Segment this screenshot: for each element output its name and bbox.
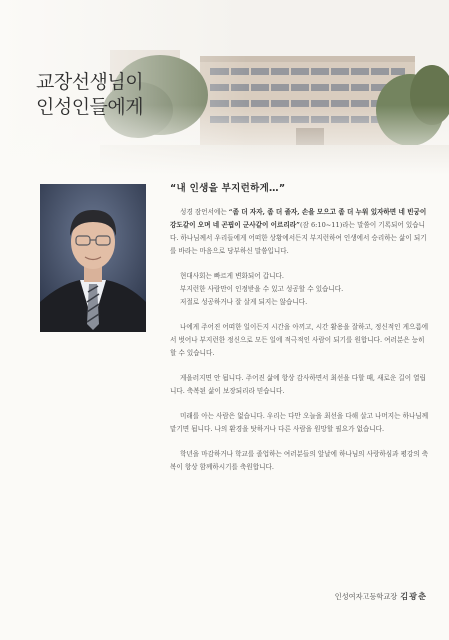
letter-paragraph-6: 학년을 마감하거나 학교를 졸업하는 여러분들의 앞날에 하나님의 사랑하심과 평강의 축복이 항상 함께하시기를 축원합니다. [170,450,429,471]
letter-paragraph-2-line-2: 부지런한 사람만이 인정받을 수 있고 성공할 수 있습니다. [180,285,344,293]
page-title-line-1: 교장선생님이 [36,71,144,93]
letter-paragraph-2-line-3: 저절로 성공하거나 잘 살게 되지는 않습니다. [180,298,308,306]
letter-paragraph-2-line-1: 현대사회는 빠르게 변화되어 갑니다. [180,272,284,280]
signature [335,591,427,602]
letter-headline: “내 인생을 부지런하게…” [170,183,286,194]
page-title-line-2: 인성인들에게 [36,96,144,118]
page-title [36,70,143,120]
letter-paragraph-4: 게을러지면 안 됩니다. 주어진 삶에 항상 감사하면서 최선을 다할 때, 새로운 길이 열립니다. 축복된 삶이 보장되리라 믿습니다. [170,374,426,395]
signature-title: 인성여자고등학교장 [334,592,398,601]
letter-body [170,206,432,474]
letter-paragraph-3: 나에게 주어진 어떠한 일이든지 시간을 아끼고, 시간 활용을 잘하고, 정신적인 게으름에서 벗어나 부지런한 정신으로 모든 일에 적극적인 사람이 되기를 원합니다. 여러분은 능히 할 수 있습니다. [170,323,429,357]
proverb-quote: “좀 더 자자, 좀 더 졸자, 손을 모으고 좀 더 누워 있자하면 네 빈궁이 강도같이 오며 네 곤핍이 군사같이 이르리라” [170,208,427,229]
letter-paragraph-1: 성경 잠언서에는 “좀 더 자자, 좀 더 졸자, 손을 모으고 좀 더 누워 있자하면 네 빈궁이 강도같이 오며 네 곤핍이 군사같이 이르리라”(잠 6:10~11)라는 말씀이 기록되어 있습니다. 하나님께서 우리들에게 어떠한 상황에서든지 부지런하여 인생에서 승리하는 삶이 되기를 바라는 마음으로 당부하신 말씀입니다. [170,208,427,255]
signature-name: 김광춘 [400,591,427,601]
letter-paragraph-5: 미래를 아는 사람은 없습니다. 우리는 다만 오늘을 최선을 다해 살고 나머지는 하나님께 맡기면 됩니다. 나의 환경을 탓하거나 다른 사람을 원망할 필요가 없습니다. [170,412,429,433]
principal-portrait [40,184,146,332]
